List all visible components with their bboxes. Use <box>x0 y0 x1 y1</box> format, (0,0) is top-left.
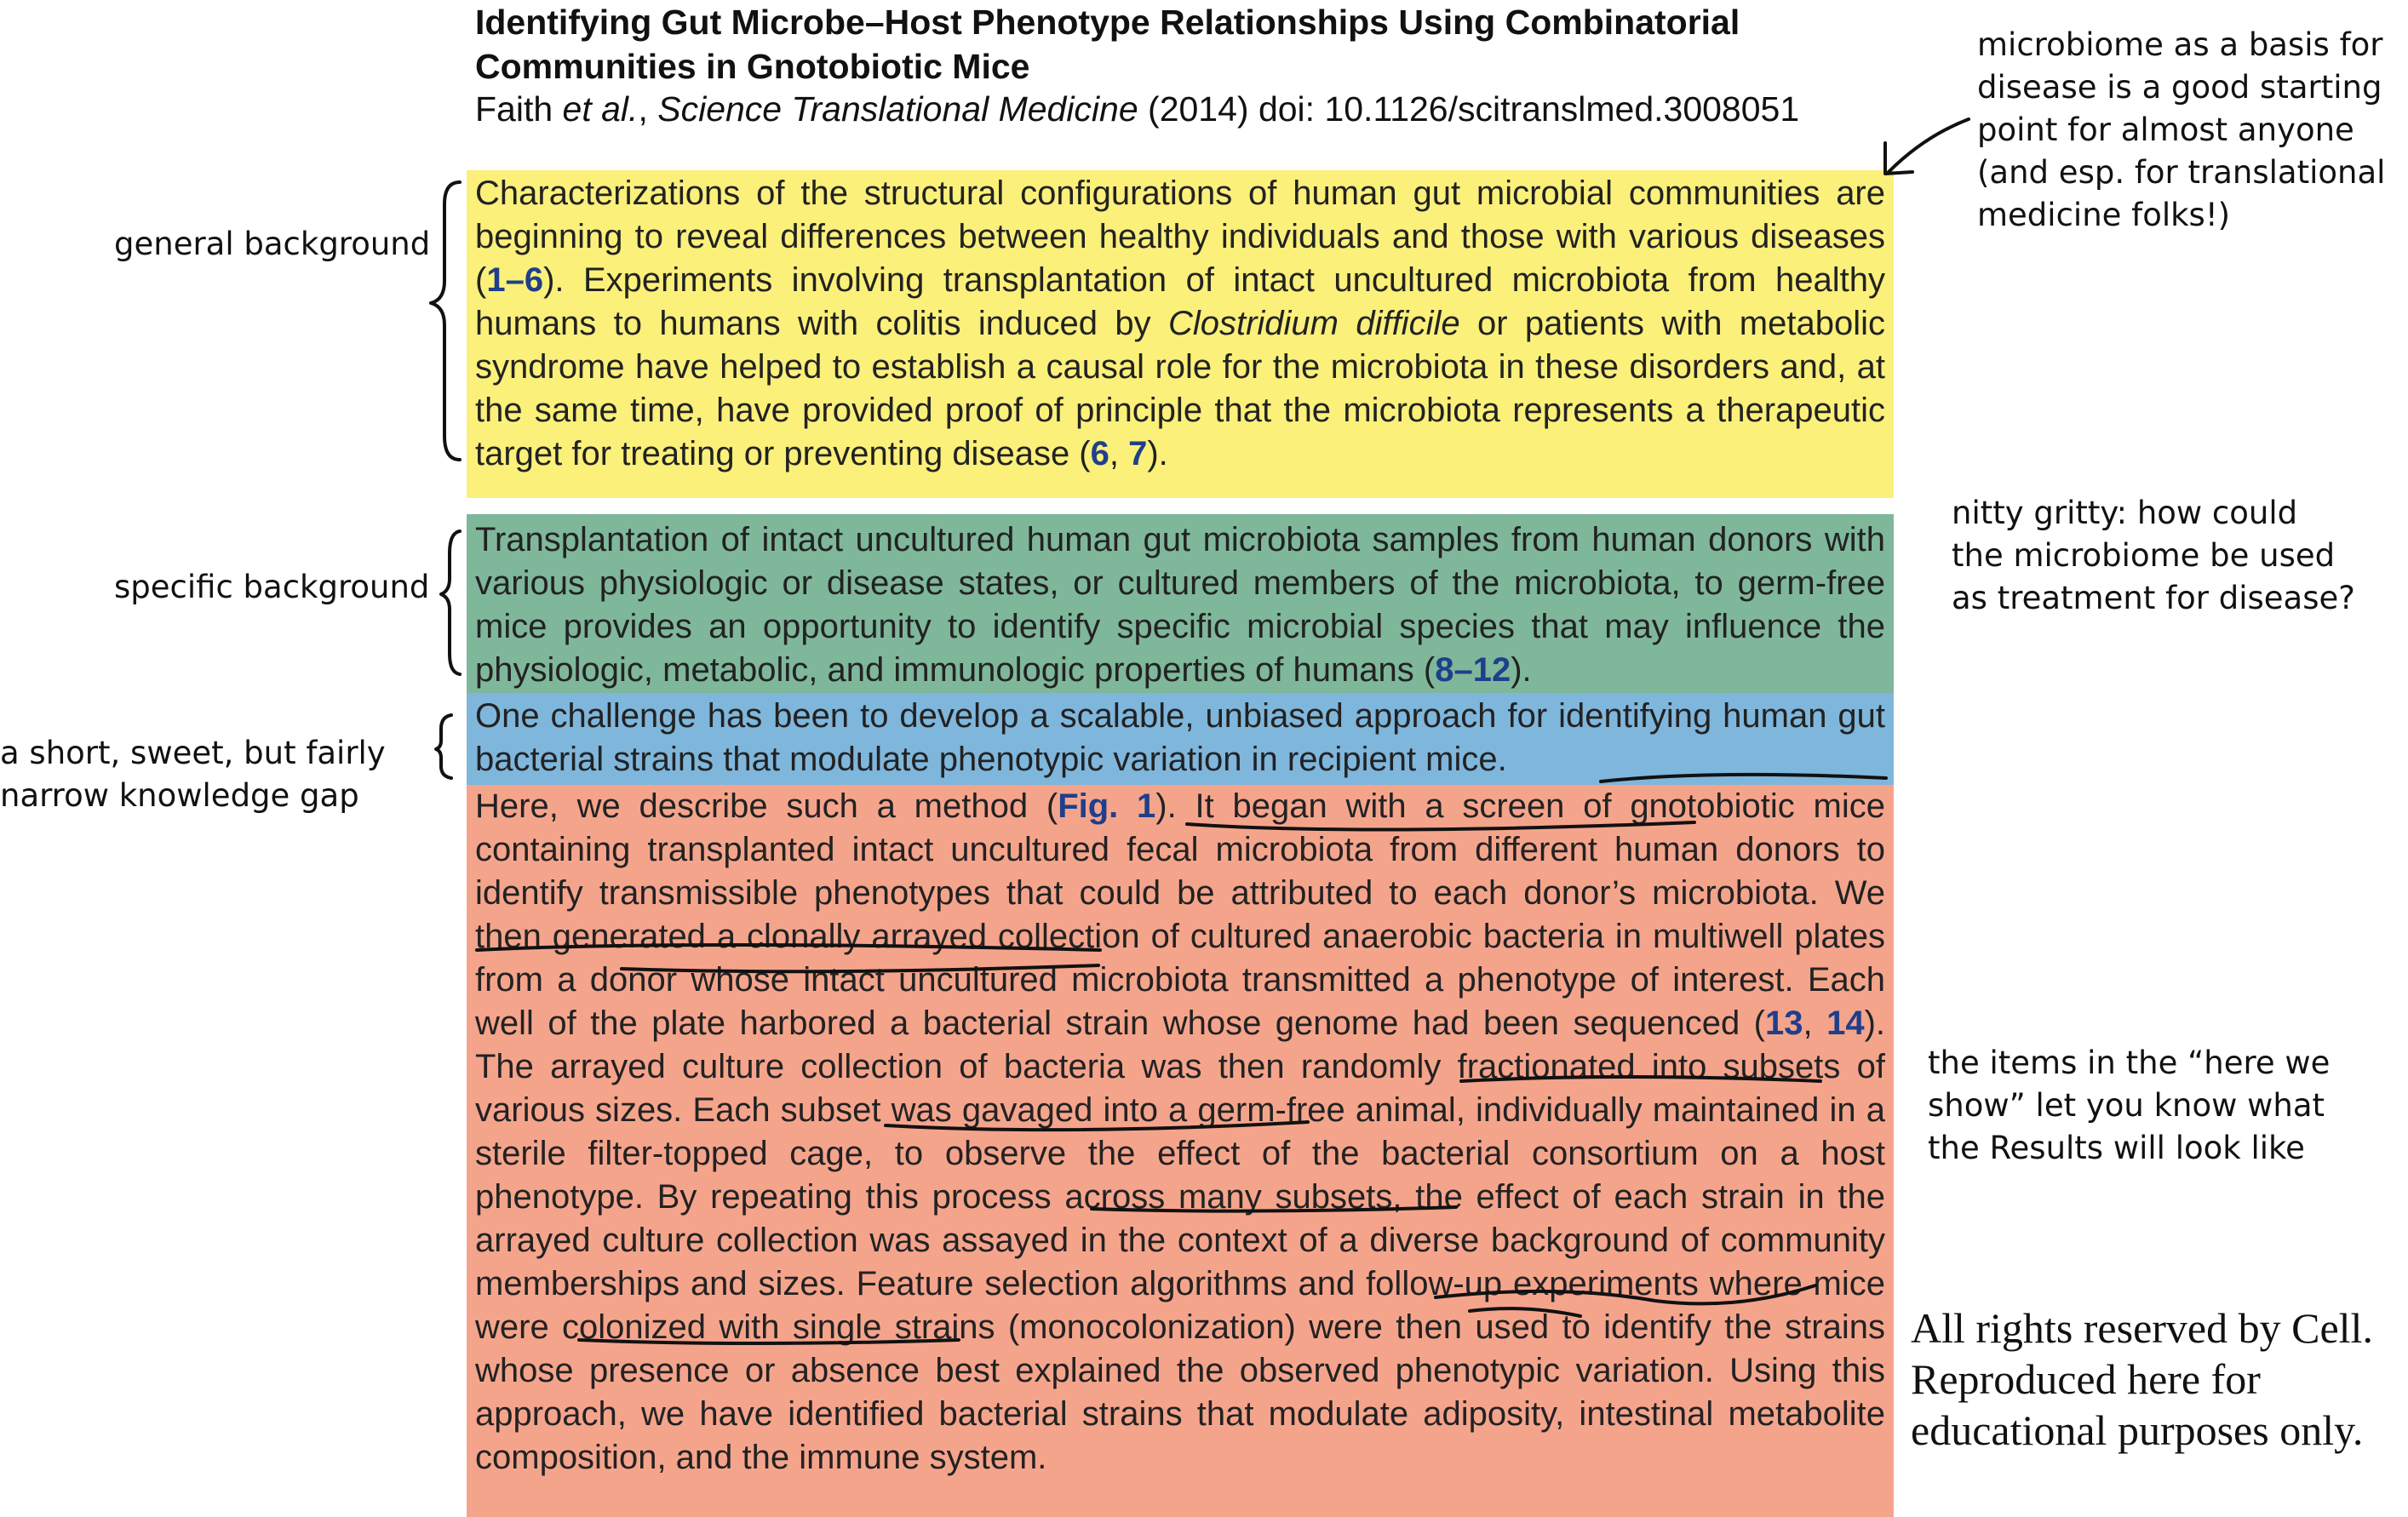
nitty-gritty-note-line2: the microbiome be used <box>1952 537 2336 574</box>
microbiome-note-line5: medicine folks!) <box>1977 197 2231 233</box>
citation-authors: Faith <box>475 89 563 129</box>
nitty-gritty-note-line1: nitty gritty: how could <box>1952 495 2298 531</box>
nitty-gritty-note-line3: as treatment for disease? <box>1952 580 2355 616</box>
paper-citation <box>475 87 1923 131</box>
reference-link[interactable]: 14 <box>1826 1005 1865 1042</box>
knowledge-gap-bracket <box>436 715 451 778</box>
knowledge-gap-label-line1: a short, sweet, but fairly <box>0 735 386 771</box>
specific-background-paragraph <box>467 514 1894 693</box>
here-we-show-note-line1: the items in the “here we <box>1928 1045 2331 1081</box>
paper-title: Identifying Gut Microbe–Host Phenotype Relationships Using Combinatorial Communities in Gnotobiotic Mice <box>475 3 1740 86</box>
copyright-line3: educational purposes only. <box>1911 1406 2364 1454</box>
here-we-describe-paragraph <box>467 785 1894 1517</box>
p1-text-b: ). Experiments involving transplantation of intact uncultured microbiota from healthy humans to humans with colitis induced by <box>475 261 1885 342</box>
p4-text-a: Here, we describe such a method ( <box>475 787 1058 825</box>
figure-link[interactable]: Fig. 1 <box>1058 787 1156 825</box>
p4-ref-separator: , <box>1803 1005 1827 1042</box>
here-we-show-note-line2: show” let you know what <box>1928 1087 2325 1124</box>
p1-text-d: ). <box>1147 435 1168 472</box>
species-name: Clostridium difficile <box>1167 305 1460 342</box>
general-background-bracket <box>431 182 460 460</box>
citation-comma: , <box>638 89 658 129</box>
p1-text-c: or patients with metabolic syndrome have helped to establish a causal role for the microbiota in these disorders and, at the same time, have provided proof of principle that the microbiota represents a therapeutic target for treating or preventing disease ( <box>475 305 1885 472</box>
reference-link[interactable]: 8–12 <box>1435 651 1511 689</box>
p2-text-b: ). <box>1511 651 1532 689</box>
microbiome-note-line2: disease is a good starting <box>1977 69 2382 106</box>
reference-link[interactable]: 13 <box>1764 1005 1803 1042</box>
knowledge-gap-label-line2: narrow knowledge gap <box>0 777 359 814</box>
specific-background-bracket <box>441 531 460 674</box>
microbiome-note-line1: microbiome as a basis for <box>1977 26 2383 63</box>
specific-background-label: specific background <box>114 569 430 605</box>
microbiome-note-line4: (and esp. for translational <box>1977 154 2386 191</box>
microbiome-note-line3: point for almost anyone <box>1977 112 2354 148</box>
general-background-paragraph <box>467 170 1894 498</box>
p2-text-a: Transplantation of intact uncultured human gut microbiota samples from human donors with various physiologic or disease states, or cultured members of the microbiota, to germ-free mice provides an opportunity to identify specific microbial species that may influence the physiologic, metabolic, and immunologic properties of humans ( <box>475 521 1885 689</box>
general-background-label: general background <box>114 226 431 262</box>
p4-text-b: ). It began with a screen of gnotobiotic mice containing transplanted intact uncultured fecal microbiota from different human donors to identify transmissible phenotypes that could be attributed to each donor’s microbiota. We then generated a clonally arrayed collection of cultured anaerobic bacteria in multiwell plates from a donor whose intact uncultured microbiota transmitted a phenotype of interest. Each well of the plate harbored a bacterial strain whose genome had been sequenced ( <box>475 787 1886 1042</box>
p1-ref-separator: , <box>1109 435 1129 472</box>
reference-link[interactable]: 1–6 <box>486 261 544 299</box>
copyright-line1: All rights reserved by Cell. <box>1911 1304 2373 1352</box>
reference-link[interactable]: 7 <box>1128 435 1148 472</box>
copyright-line2: Reproduced here for <box>1911 1355 2261 1403</box>
citation-et-al: et al. <box>562 89 639 129</box>
p4-text-c: ). The arrayed culture collection of bacteria was then randomly fractionated into subsets of various sizes. Each subset was gavaged into a germ-free animal, individually maintained in a sterile filter-topped cage, to observe the effect of the bacterial consortium on a host phenotype. By repeating this process across many subsets, the effect of each strain in the arrayed culture collection was assayed in the context of a diverse background of community memberships and sizes. Feature selection algorithms and follow-up experiments where mice were colonized with single strains (monocolonization) were then used to identify the strains whose presence or absence best explained the observed phenotypic variation. Using this approach, we have identified bacterial strains that modulate adiposity, intestinal metabolite composition, and the immune system. <box>475 1005 1886 1476</box>
copyright-note <box>1911 1302 2388 1456</box>
knowledge-gap-paragraph: One challenge has been to develop a scalable, unbiased approach for identifying human gut bacterial strains that modulate phenotypic variation in recipient mice. <box>467 693 1894 785</box>
here-we-show-note-line3: the Results will look like <box>1928 1130 2305 1166</box>
p1-text-a: Characterizations of the structural configurations of human gut microbial communities are beginning to reveal differences between healthy individuals and those with various diseases ( <box>475 175 1885 299</box>
reference-link[interactable]: 6 <box>1090 435 1109 472</box>
citation-journal: Science Translational Medicine <box>657 89 1138 129</box>
citation-year-doi: (2014) doi: 10.1126/scitranslmed.3008051 <box>1138 89 1800 129</box>
